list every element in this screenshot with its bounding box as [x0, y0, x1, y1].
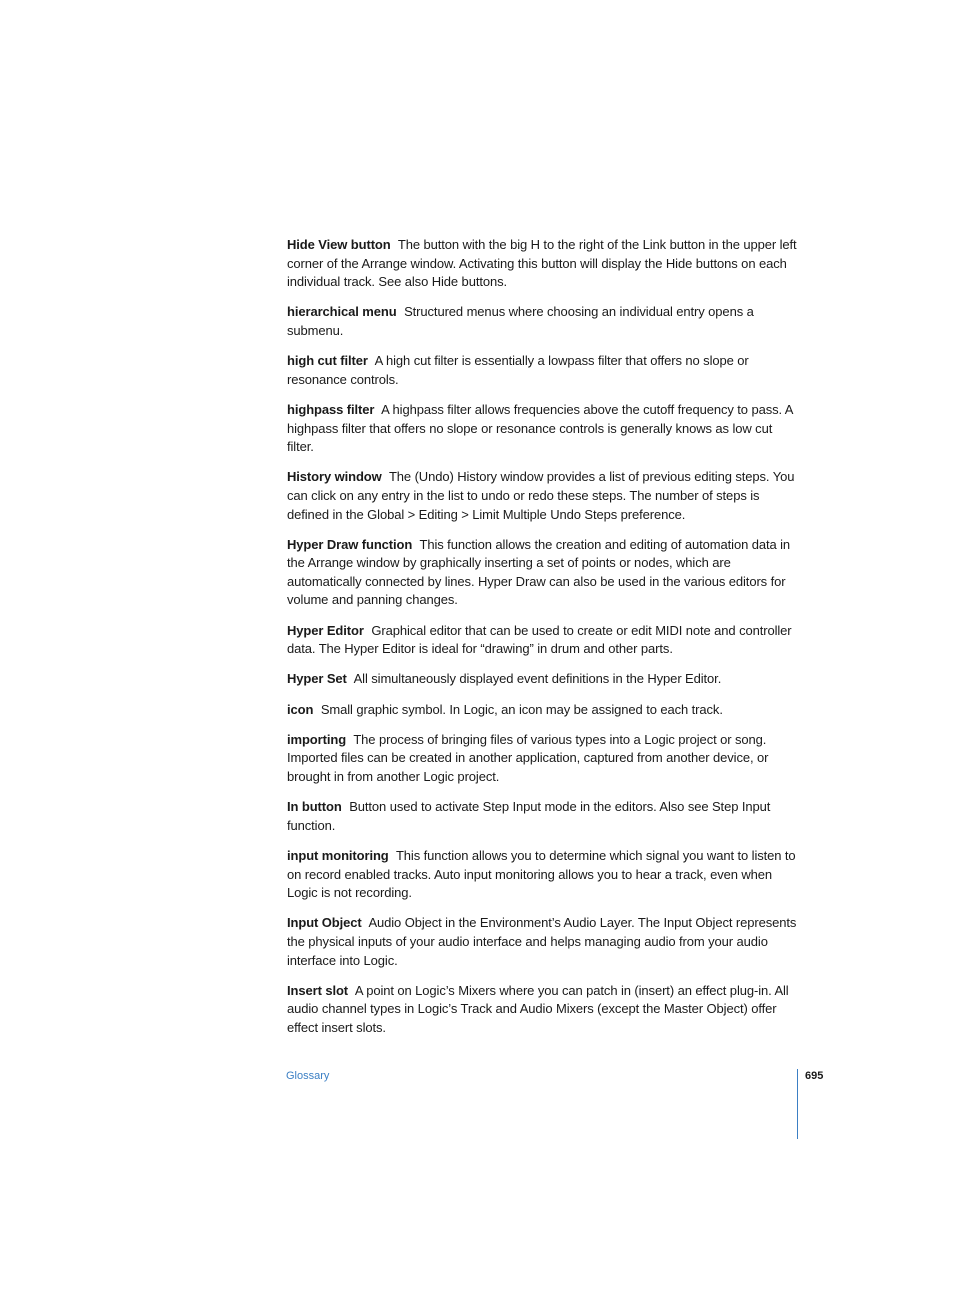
- entry-definition: A highpass filter allows frequencies above the cutoff frequency to pass. A highpass filter that offers no slope or resonance controls is generally knows as low cut filter.: [287, 401, 793, 455]
- entry-term: hierarchical menu: [287, 304, 397, 320]
- entry-term: Input Object: [287, 915, 362, 931]
- entry-term: Insert slot: [287, 982, 349, 998]
- footer-divider: [797, 1069, 798, 1139]
- entry-term: Hide View button: [287, 237, 391, 252]
- entry-term: In button: [287, 799, 342, 815]
- entry-term: Hyper Draw function: [287, 536, 413, 552]
- glossary-entry: [287, 622, 799, 659]
- glossary-entry: [287, 236, 799, 292]
- entry-definition: Small graphic symbol. In Logic, an icon may be assigned to each track.: [320, 701, 723, 717]
- entry-definition: The (Undo) History window provides a list of previous editing steps. You can click on any entry in the list to undo or redo these steps. The number of steps is defined in the Global > Editing > Limit Multiple Undo Steps preference.: [287, 469, 795, 522]
- entry-definition: Button used to activate Step Input mode in the editors. Also see Step Input function.: [287, 799, 771, 833]
- entry-definition: A point on Logic’s Mixers where you can patch in (insert) an effect plug-in. All audio channel types in Logic’s Track and Audio Mixers (except the Master Object) offer effect insert slots.: [287, 982, 789, 1035]
- glossary-entry: [287, 731, 799, 787]
- glossary-entry: [287, 352, 799, 389]
- entry-term: input monitoring: [287, 847, 389, 863]
- entry-definition: Audio Object in the Environment’s Audio Layer. The Input Object represents the physical inputs of your audio interface and helps managing audio from your audio interface into Logic.: [287, 915, 797, 968]
- glossary-entry: [287, 536, 799, 610]
- entry-term: Hyper Set: [287, 671, 347, 687]
- entry-definition: Structured menus where choosing an individual entry opens a submenu.: [287, 304, 754, 338]
- glossary-entry: [287, 847, 799, 903]
- glossary-entry: [287, 468, 799, 524]
- entry-term: Hyper Editor: [287, 622, 364, 638]
- glossary-entries: [287, 236, 799, 1049]
- glossary-entry: [287, 401, 799, 457]
- entry-term: History window: [287, 469, 382, 485]
- entry-definition: The process of bringing files of various types into a Logic project or song. Imported files can be created in another application, captured from another device, or brought in from another Logic project.: [287, 731, 769, 784]
- entry-definition: Graphical editor that can be used to create or edit MIDI note and controller data. The Hyper Editor is ideal for “drawing” in drum and other parts.: [287, 622, 792, 657]
- entry-term: high cut filter: [287, 353, 368, 369]
- glossary-entry: [287, 982, 799, 1038]
- entry-definition: This function allows the creation and editing of automation data in the Arrange window by graphically inserting a set of points or nodes, which are automatically connected by lines. Hyper Draw can also be used in the various editors for volume and panning changes.: [287, 536, 791, 608]
- entry-term: highpass filter: [287, 401, 375, 417]
- entry-definition: All simultaneously displayed event definitions in the Hyper Editor.: [353, 671, 722, 687]
- glossary-entry: [287, 798, 799, 835]
- entry-definition: A high cut filter is essentially a lowpass filter that offers no slope or resonance controls.: [287, 353, 749, 387]
- entry-definition: The button with the big H to the right of the Link button in the upper left corner of the Arrange window. Activating this button will display the Hide buttons on each individual track. See also Hide buttons.: [287, 237, 797, 290]
- entry-definition: This function allows you to determine which signal you want to listen to on record enabled tracks. Auto input monitoring allows you to hear a track, even when Logic is not recording.: [287, 847, 796, 901]
- glossary-entry: [287, 670, 799, 689]
- page-number: 695: [805, 1070, 824, 1082]
- glossary-entry: [287, 701, 799, 720]
- glossary-entry: [287, 303, 799, 340]
- glossary-entry: [287, 914, 799, 970]
- footer-section-label: Glossary: [286, 1070, 330, 1082]
- entry-term: importing: [287, 731, 347, 747]
- entry-term: icon: [287, 701, 314, 717]
